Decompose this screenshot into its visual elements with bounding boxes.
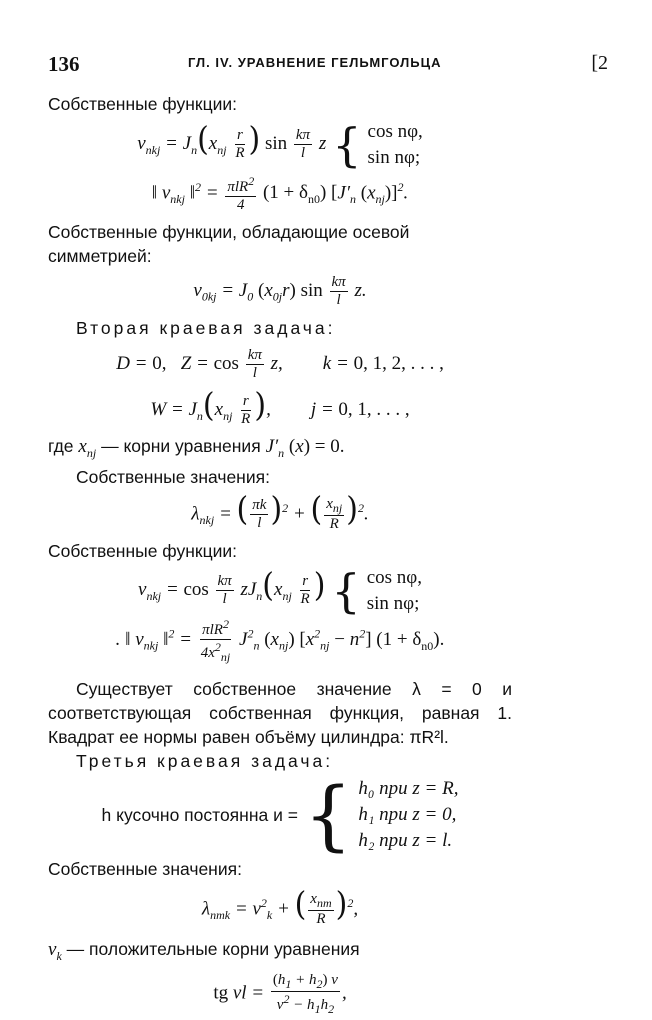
- page-number: 136: [48, 52, 80, 76]
- formula-h-cases: h кусочно постоянна и = { h₀ при z = R, h₁ при z = 0, h₂ при z = l.: [101, 769, 459, 859]
- page-body: [48, 92, 512, 1020]
- formula-v-nkj: $v_{nkj} = J_n(x_{nj}$ $\frac{r}{R}$ ) sin $\frac{k\pi}{l}$ z { cos nφ, sin nφ;: [137, 118, 423, 172]
- formula-w: $W = J_n(x_{nj}$ $\frac{r}{R}$ ), j = 0, 1, . . . ,: [150, 386, 410, 428]
- running-title: ГЛ. IV. УРАВНЕНИЕ ГЕЛЬМГОЛЬЦА: [188, 55, 442, 70]
- formula-lambda-2: $\lambda_{nmk} = \nu^2_k$ + ( $\frac{x_{nm}}{R}$ )$^2$,: [201, 885, 359, 928]
- page-header: [48, 52, 608, 78]
- h-case-2: h₂ при z = l.: [358, 829, 453, 851]
- paragraph-positive-roots: $\nu_k$ — положительные корни уравнения: [48, 938, 360, 963]
- formula-tg: tg νl = $\frac{(h_1 + h_2) \nu}{\nu^2 - h_1h_2}$ ,: [213, 971, 347, 1016]
- formula-lambda-1: $\lambda_{nkj}$ = ( $\frac{\pi k}{l}$ )$^2$ + ( $\frac{x_{nj}}{R}$ )$^2$.: [191, 490, 369, 533]
- paragraph-axial-symmetry: Собственные функции, обладающие осевой симметрией:: [48, 222, 410, 266]
- section-number: [2: [591, 52, 608, 74]
- formula-v-0kj: $v_{0kj} = J_0$ $(x_{0j}r)$ sin $\frac{k\pi}{l}$ z.: [193, 274, 367, 309]
- h-piecewise-label: h кусочно постоянна и =: [101, 804, 298, 825]
- paragraph-eigenvalues-2: Собственные значения:: [48, 858, 242, 879]
- cos-case-2: cos nφ,: [366, 566, 422, 588]
- formula-norm-2: . ‖ $v_{nkj}$ ‖$^2$ = $\frac{\pi lR^2}{4x^2_{nj}}$ $J^2_n$ $(x_{nj}) [x^2_{nj} - n^2] (1 + \delta_{n0})$.: [115, 617, 445, 665]
- paragraph-zero-eigenvalue: Существует собственное значение λ = 0 и соответствующая собственная функция, равная 1. Квадрат ее нормы равен объёму цилиндра: πR²l.: [48, 678, 512, 747]
- paragraph-eigenfunctions-1: Собственные функции:: [48, 94, 238, 114]
- paragraph-eigenfunctions-2: Собственные функции:: [48, 540, 238, 561]
- paragraph-second-problem: Вторая краевая задача:: [76, 318, 336, 338]
- cos-case: cos nφ,: [367, 121, 423, 142]
- h-case-0: h₀ при z = R,: [358, 777, 459, 799]
- sin-case: sin nφ;: [367, 147, 421, 168]
- sin-case-2: sin nφ;: [366, 592, 420, 614]
- paragraph-roots: где $x_{nj}$ — корни уравнения $J'_n$ (x) = 0.: [48, 436, 345, 460]
- formula-d-z: D = 0, Z = cos $\frac{k\pi}{l}$ z, k = 0, 1, 2, . . . ,: [116, 346, 444, 381]
- paragraph-eigenvalues-1: Собственные значения:: [76, 466, 270, 487]
- formula-norm-1: ‖ $v_{nkj}$ ‖$^2$ = $\frac{\pi lR^2}{4}$ $(1 + \delta_{n0})$ [$J'_n$ $(x_{nj})]^2$.: [151, 174, 409, 213]
- paragraph-third-problem: Третья краевая задача:: [76, 750, 334, 771]
- h-case-1: h₁ при z = 0,: [358, 803, 457, 825]
- formula-v-nkj-2: $v_{nkj} = \cos$ $\frac{k\pi}{l}$ $zJ_n(x_{nj}$ $\frac{r}{R}$ ) { cos nφ, sin nφ;: [138, 563, 422, 618]
